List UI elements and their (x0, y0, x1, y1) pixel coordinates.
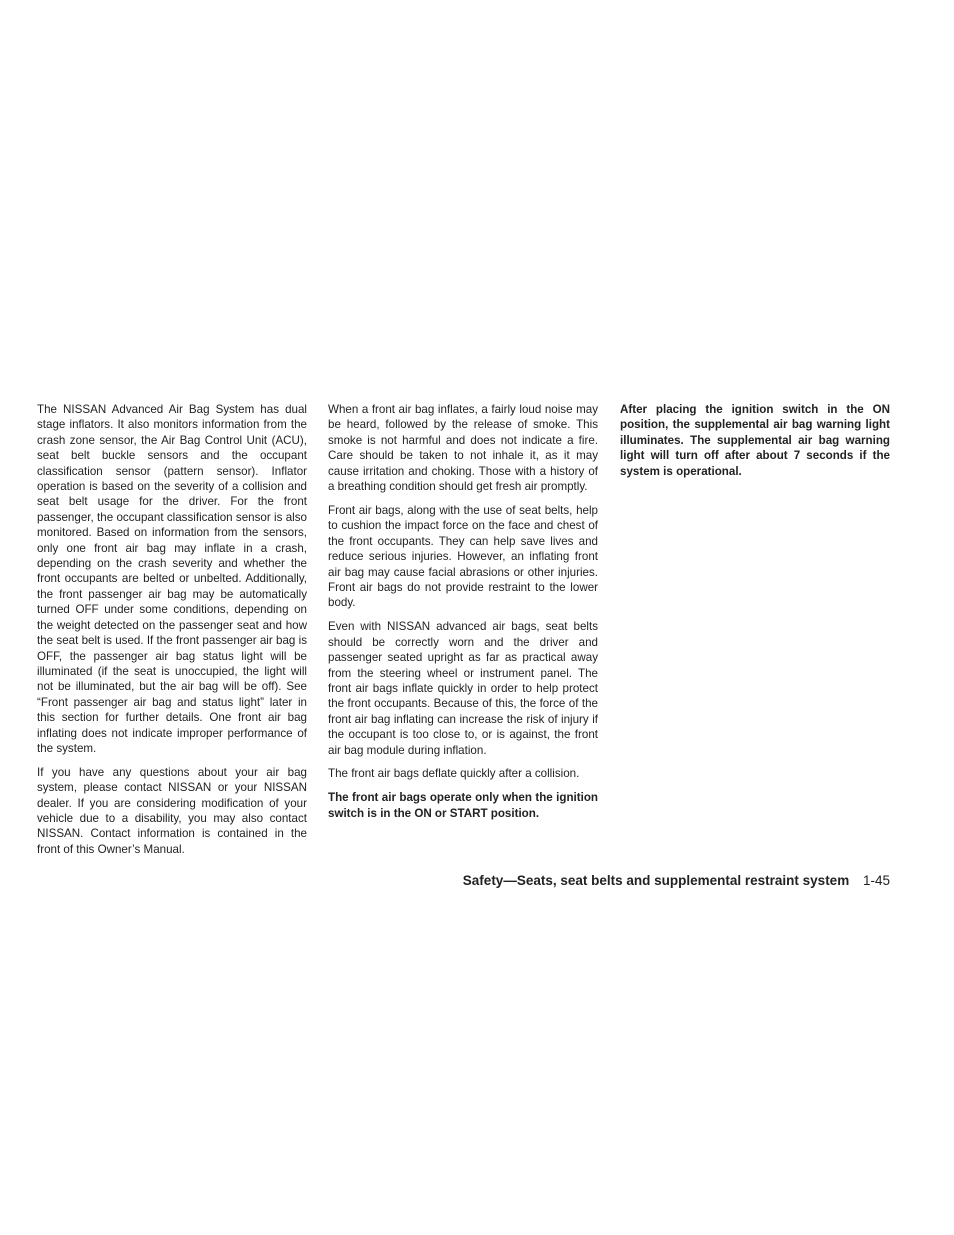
page-footer (463, 872, 890, 890)
page-number: 1-45 (862, 873, 890, 888)
paragraph-inflation-noise-smoke: When a front air bag inflates, a fairly loud noise may be heard, followed by the release of smoke. This smoke is not harmful and does not indicate a fire. Care should be taken to not inhale it, as it may cause irritation and choking. Those with a history of a breathing condition should get fresh air promptly. (328, 403, 598, 494)
paragraph-cushion-impact: Front air bags, along with the use of seat belts, help to cushion the impact force on the face and chest of the front occupants. They can help save lives and reduce serious injuries. However, an inflating front air bag may cause facial abrasions or other injuries. Front air bags do not provide restraint to the lower body. (328, 503, 598, 610)
footer-section-title: Safety—Seats, seat belts and supplemental restraint system (462, 873, 850, 888)
paragraph-operate-ignition-on: The front air bags operate only when the ignition switch is in the ON or START position. (328, 791, 598, 820)
text-column-left (37, 402, 307, 866)
paragraph-seated-upright: Even with NISSAN advanced air bags, seat belts should be correctly worn and the driver and passenger seated upright as far as practical away from the steering wheel or instrument panel. The front air bags inflate quickly in order to help protect the front occupants. Because of this, the force of the front air bag inflating can increase the risk of injury if the occupant is too close to, or is against, the front air bag module during inflation. (328, 620, 598, 757)
paragraph-advanced-air-bag-system: The NISSAN Advanced Air Bag System has dual stage inflators. It also monitors information from the crash zone sensor, the Air Bag Control Unit (ACU), seat belt buckle sensors and the occupant classification sensor (pattern sensor). Inflator operation is based on the severity of a collision and seat belt usage for the driver. For the front passenger, the occupant classification sensor is also monitored. Based on information from the sensors, only one front air bag may inflate in a crash, depending on the crash severity and whether the front occupants are belted or unbelted. Additionally, the front passenger air bag may be automatically turned OFF under some conditions, depending on the weight detected on the passenger seat and how the seat belt is used. If the front passenger air bag is OFF, the passenger air bag status light will be illuminated (if the seat is unoccupied, the light will not be illuminated, but the air bag will be off). See “Front passenger air bag and status light” later in this section for further details. One front air bag inflating does not indicate improper performance of the system. (37, 403, 307, 755)
paragraph-deflate-quickly: The front air bags deflate quickly after a collision. (328, 767, 580, 781)
text-column-right (620, 402, 890, 488)
paragraph-contact-nissan: If you have any questions about your air bag system, please contact NISSAN or your NISSAN dealer. If you are considering modification of your vehicle due to a disability, you may also contact NISSAN. Contact information is contained in the front of this Owner’s Manual. (37, 765, 307, 856)
text-column-middle (328, 402, 598, 830)
paragraph-warning-light: After placing the ignition switch in the ON position, the supplemental air bag warning light illuminates. The supplemental air bag warning light will turn off after about 7 seconds if the system is operational. (620, 403, 890, 478)
